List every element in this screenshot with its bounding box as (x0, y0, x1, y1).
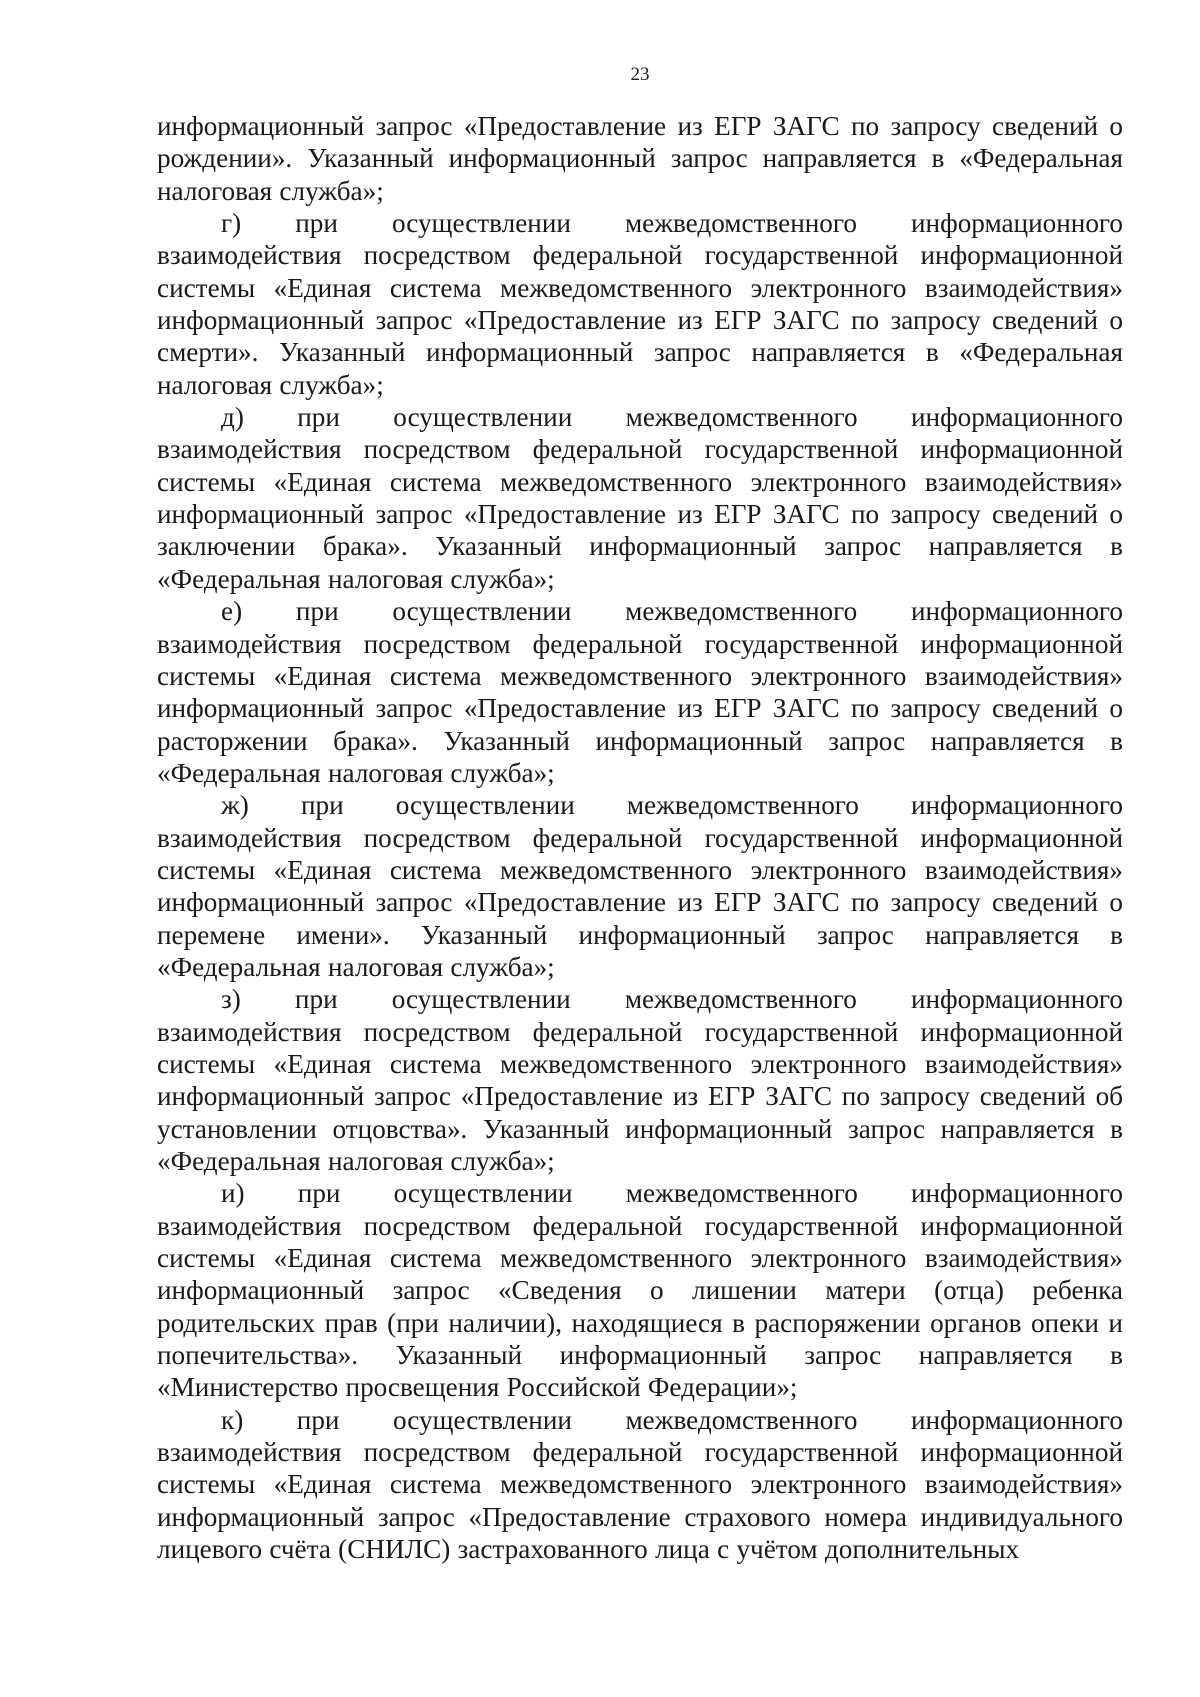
list-marker: д) (221, 402, 244, 433)
paragraph-text: при осуществлении межведомственного информационного взаимодействия посредством федеральной государственной информационной системы «Единая система межведомственного электронного взаимодействия» информационный запрос «Предоставление из ЕГР ЗАГС по запросу сведений об установлении отцовства». Указанный информационный запрос направляется в «Федеральная налоговая служба»; (157, 984, 1123, 1176)
paragraph-text: при осуществлении межведомственного информационного взаимодействия посредством федеральной государственной информационной системы «Единая система межведомственного электронного взаимодействия» информационный запрос «Сведения о лишении матери (отца) ребенка родительских прав (при наличии), находящиеся в распоряжении органов опеки и попечительства». Указанный информационный запрос направляется в «Министерство просвещения Российской Федерации»; (157, 1178, 1123, 1403)
paragraph-text: при осуществлении межведомственного информационного взаимодействия посредством федеральной государственной информационной системы «Единая система межведомственного электронного взаимодействия» информационный запрос «Предоставление из ЕГР ЗАГС по запросу сведений о расторжении брака». Указанный информационный запрос направляется в «Федеральная налоговая служба»; (157, 596, 1123, 788)
list-marker: ж) (221, 790, 249, 821)
list-item-d (157, 401, 1123, 595)
list-marker: к) (221, 1404, 244, 1435)
list-item-e (157, 595, 1123, 789)
list-marker: и) (221, 1178, 245, 1209)
paragraph-text: при осуществлении межведомственного информационного взаимодействия посредством федеральной государственной информационной системы «Единая система межведомственного электронного взаимодействия» информационный запрос «Предоставление из ЕГР ЗАГС по запросу сведений о перемене имени». Указанный информационный запрос направляется в «Федеральная налоговая служба»; (157, 790, 1124, 982)
list-marker: з) (221, 984, 241, 1015)
paragraph-text: при осуществлении межведомственного информационного взаимодействия посредством федеральной государственной информационной системы «Единая система межведомственного электронного взаимодействия» информационный запрос «Предоставление из ЕГР ЗАГС по запросу сведений о смерти». Указанный информационный запрос направляется в «Федеральная налоговая служба»; (157, 208, 1124, 400)
list-item-g (157, 207, 1123, 401)
paragraph-text: при осуществлении межведомственного информационного взаимодействия посредством федеральной государственной информационной системы «Единая система межведомственного электронного взаимодействия» информационный запрос «Предоставление из ЕГР ЗАГС по запросу сведений о заключении брака». Указанный информационный запрос направляется в «Федеральная налоговая служба»; (157, 402, 1123, 594)
list-marker: е) (221, 596, 243, 627)
paragraph-continuation (157, 110, 1123, 207)
list-item-i (157, 1177, 1123, 1403)
list-item-zh (157, 789, 1123, 983)
paragraph-text: информационный запрос «Предоставление из ЕГР ЗАГС по запросу сведений о рождении». Указанный информационный запрос направляется в «Федеральная налоговая служба»; (157, 111, 1123, 206)
list-item-k (157, 1404, 1123, 1566)
document-body (157, 110, 1123, 1565)
list-item-z (157, 983, 1123, 1177)
page-number: 23 (630, 64, 650, 85)
list-marker: г) (221, 208, 242, 239)
paragraph-text: при осуществлении межведомственного информационного взаимодействия посредством федеральной государственной информационной системы «Единая система межведомственного электронного взаимодействия» информационный запрос «Предоставление страхового номера индивидуального лицевого счёта (СНИЛС) застрахованного лица с учётом дополнительных (157, 1404, 1123, 1565)
